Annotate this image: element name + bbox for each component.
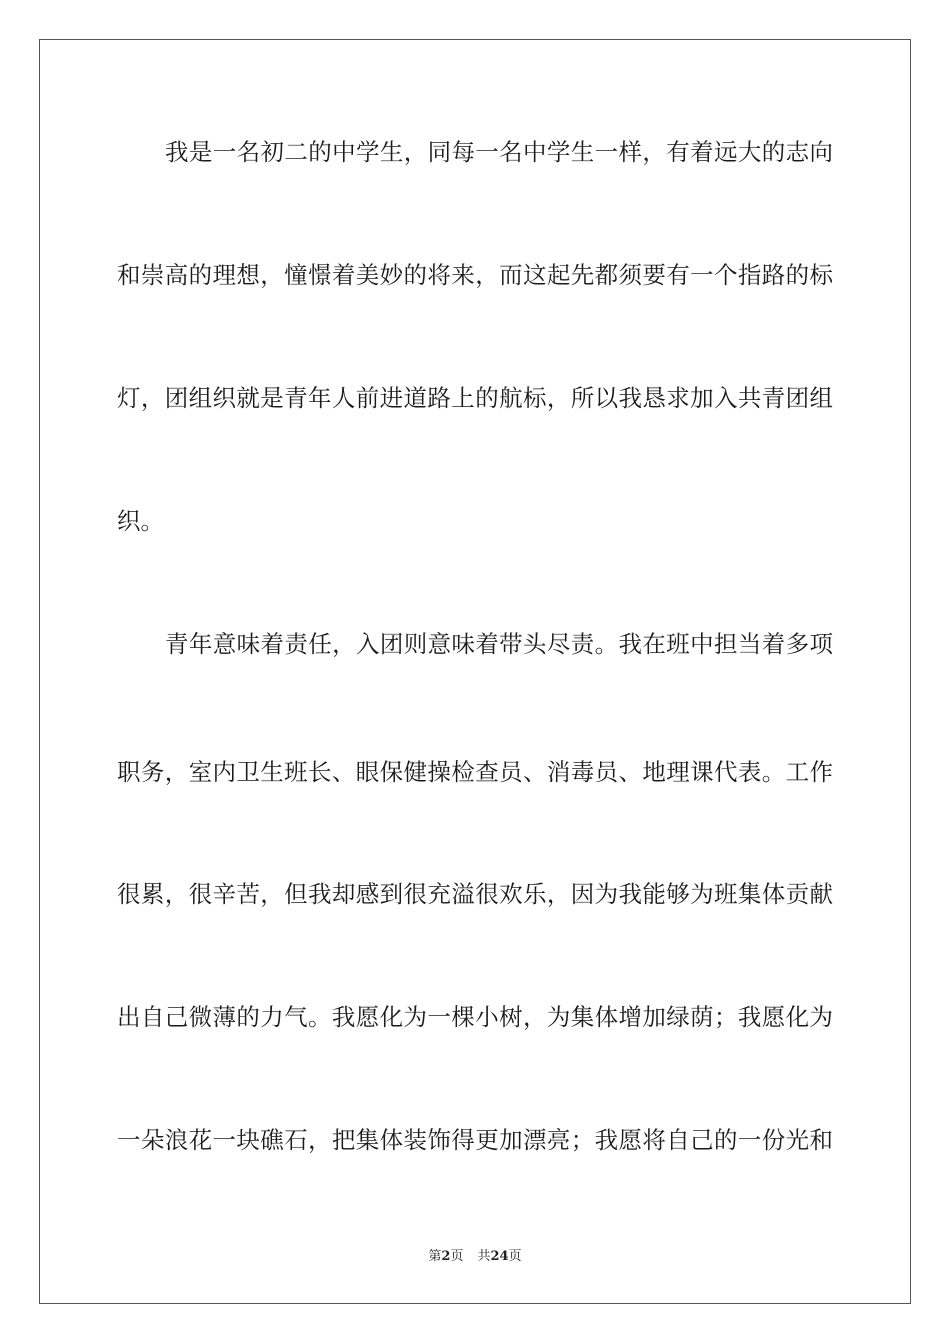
text-line: 织。	[117, 507, 164, 535]
page-number: 2	[441, 1249, 451, 1264]
text-line: 职务，室内卫生班长、眼保健操检查员、消毒员、地理课代表。工作	[117, 758, 833, 786]
page-suffix: 页	[450, 1249, 464, 1264]
text-line: 出自己微薄的力气。我愿化为一棵小树，为集体增加绿荫；我愿化为	[117, 1003, 833, 1031]
text-line: 和崇高的理想，憧憬着美妙的将来，而这起先都须要有一个指路的标	[117, 261, 833, 289]
total-pages: 24	[490, 1249, 509, 1264]
page-prefix: 第	[428, 1249, 442, 1264]
text-line: 一朵浪花一块礁石，把集体装饰得更加漂亮；我愿将自己的一份光和	[117, 1126, 833, 1154]
text-line: 很累，很辛苦，但我却感到很充溢很欢乐，因为我能够为班集体贡献	[117, 880, 833, 908]
text-line: 我是一名初二的中学生，同每一名中学生一样，有着远大的志向	[165, 138, 833, 166]
page-footer	[0, 1248, 950, 1266]
text-line: 灯，团组织就是青年人前进道路上的航标，所以我恳求加入共青团组	[117, 384, 833, 412]
total-suffix: 页	[508, 1249, 522, 1264]
text-line: 青年意味着责任，入团则意味着带头尽责。我在班中担当着多项	[165, 630, 833, 658]
total-prefix: 共	[477, 1249, 491, 1264]
page-border	[39, 39, 911, 1304]
